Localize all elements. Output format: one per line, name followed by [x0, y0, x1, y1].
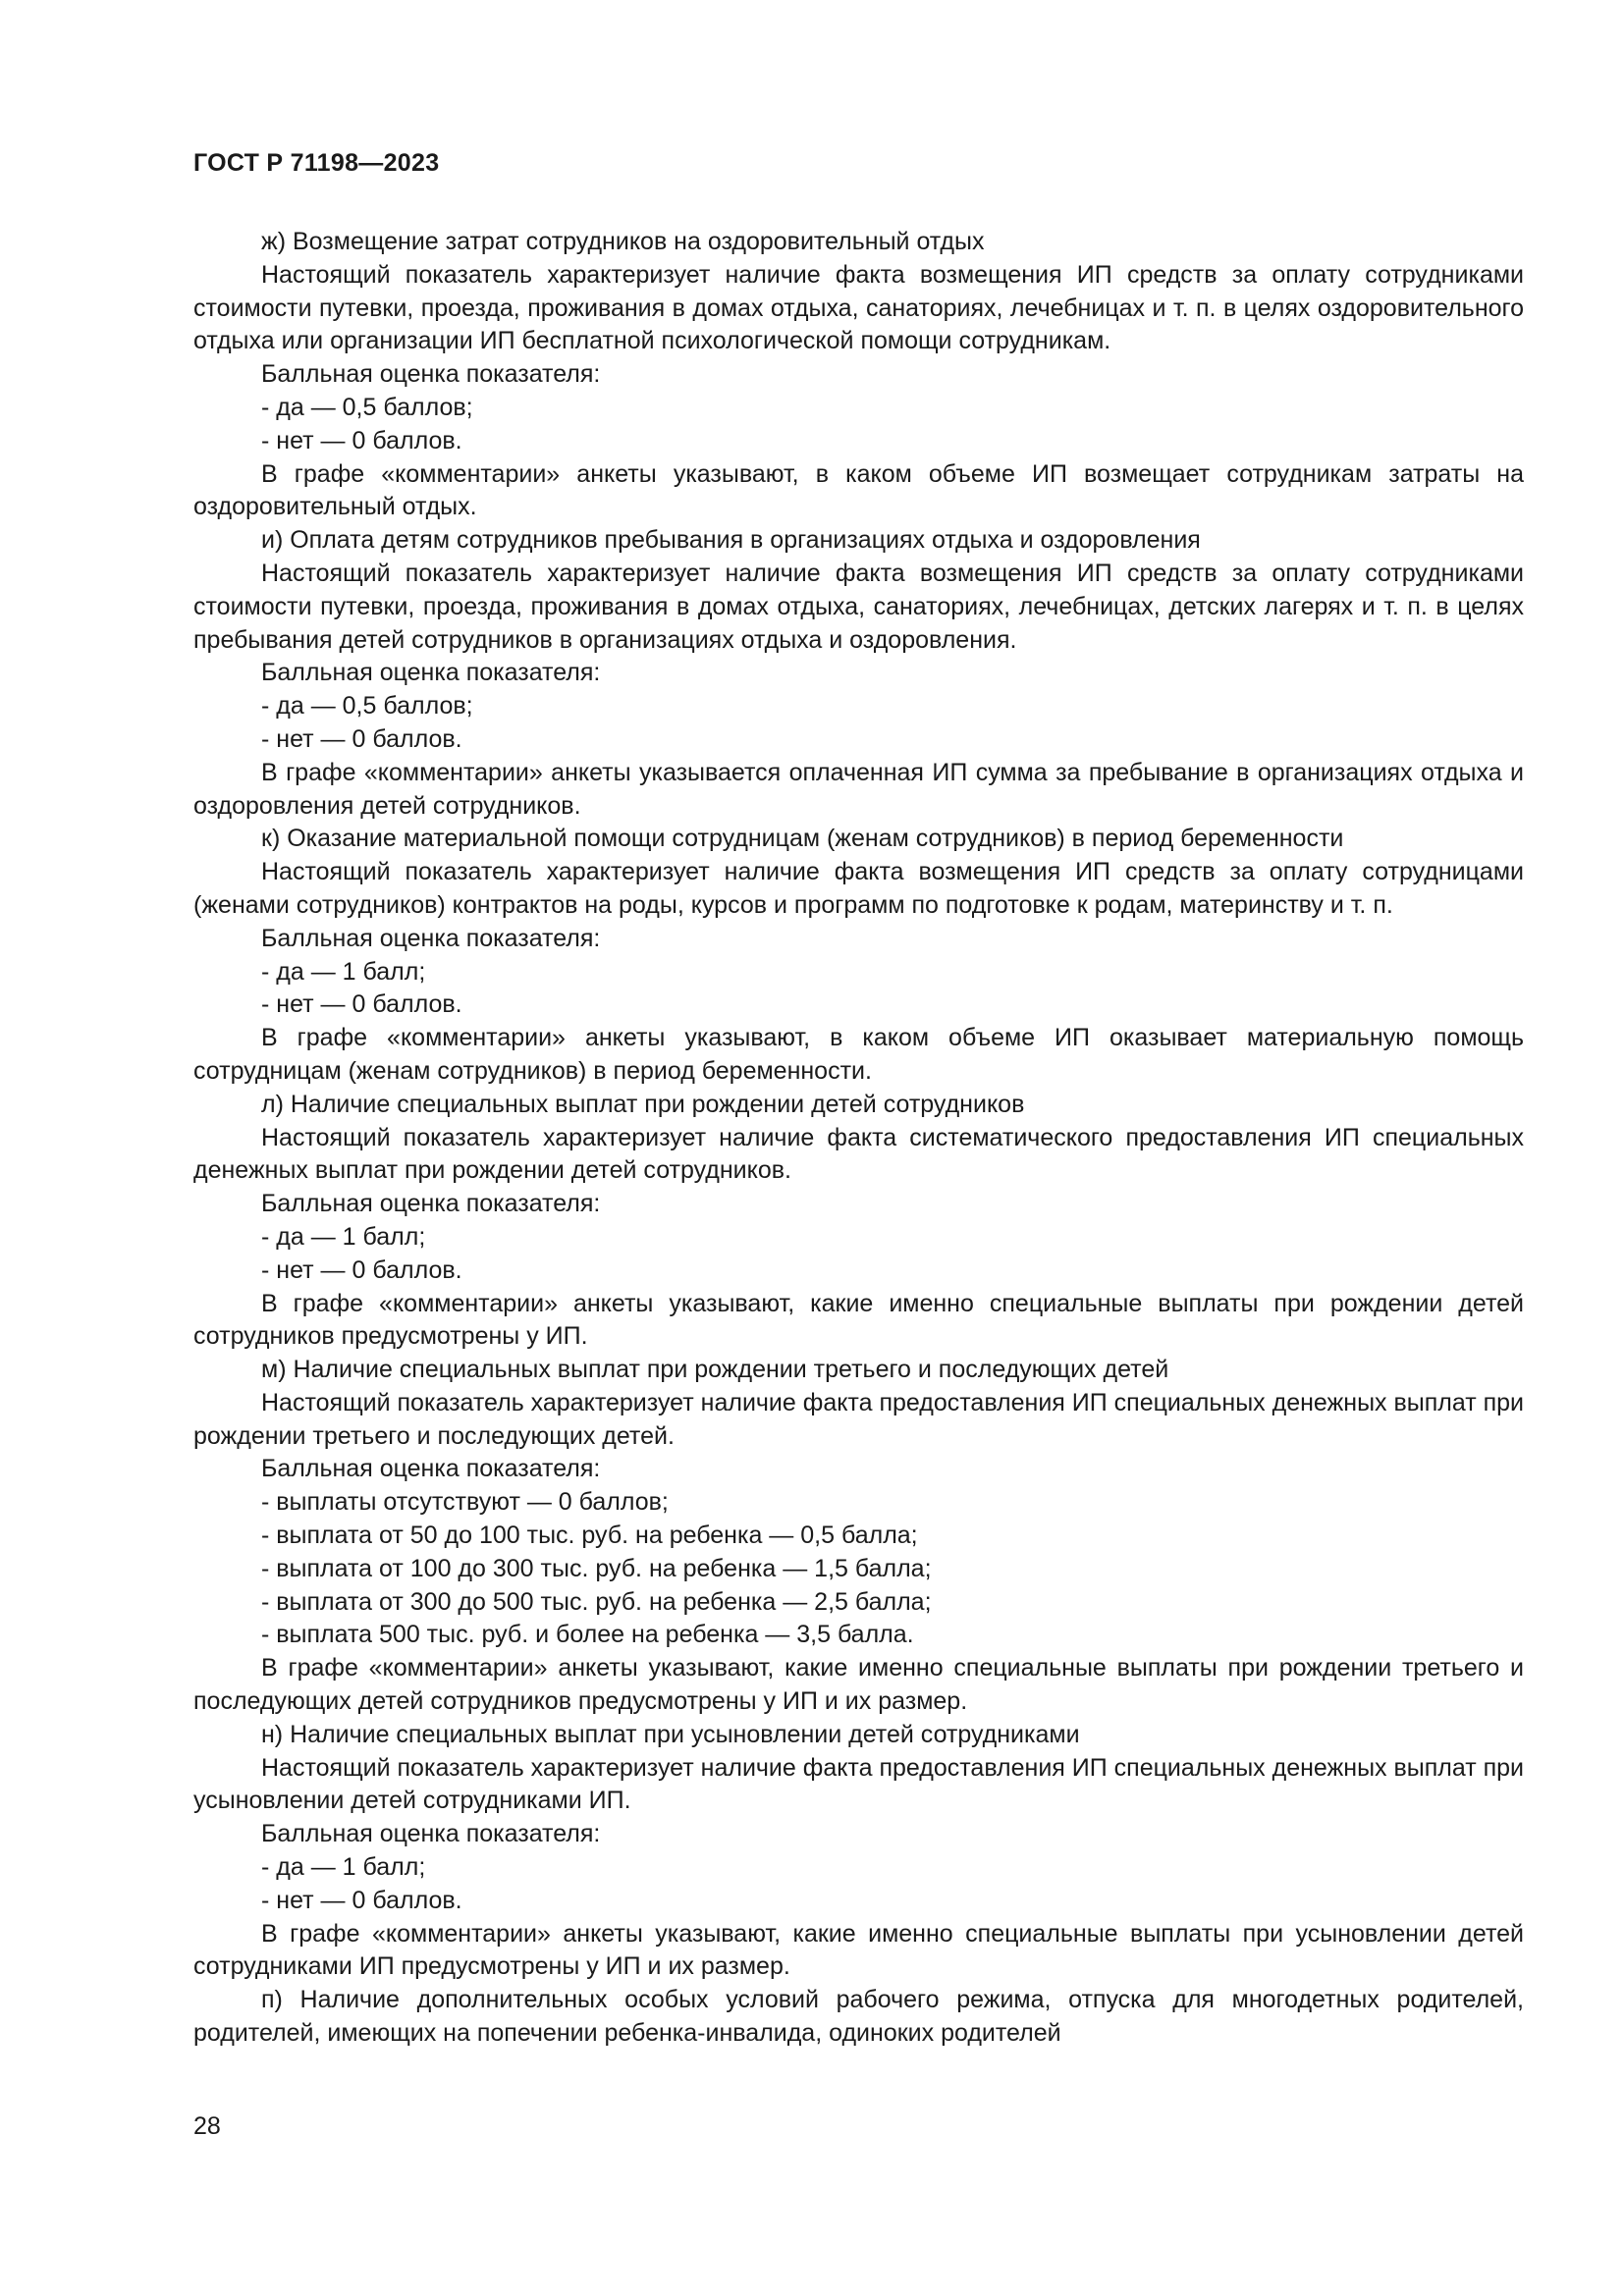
text-line: Балльная оценка показателя: [261, 924, 601, 952]
list-item: - да — 0,5 баллов; [261, 393, 473, 421]
list-item: - да — 1 балл; [261, 1222, 426, 1251]
paragraph: В графе «комментарии» анкеты указывают, в каком объеме ИП возмещает сотрудникам затраты на оздоровительный отдых. [193, 459, 1524, 521]
list-item: - выплата от 300 до 500 тыс. руб. на ребенка — 2,5 балла; [261, 1587, 932, 1616]
paragraph: В графе «комментарии» анкеты указывают, какие именно специальные выплаты при усыновлении детей сотрудниками ИП предусмотрены у ИП и их размер. [193, 1919, 1524, 1981]
list-item: - нет — 0 баллов. [261, 990, 462, 1019]
paragraph: В графе «комментарии» анкеты указывают, какие именно специальные выплаты при рождении детей сотрудников предусмотрены у ИП. [193, 1289, 1524, 1351]
paragraph: Настоящий показатель характеризует наличие факта предоставления ИП специальных денежных выплат при усыновлении детей сотрудниками ИП. [193, 1753, 1525, 1815]
document-body [193, 226, 1524, 2051]
text-line: Балльная оценка показателя: [261, 659, 601, 687]
list-item: - выплата от 100 до 300 тыс. руб. на ребенка — 1,5 балла; [261, 1554, 932, 1582]
paragraph: В графе «комментарии» анкеты указывают, какие именно специальные выплаты при рождении третьего и последующих детей сотрудников предусмотрены у ИП и их размер. [193, 1654, 1524, 1716]
list-item: - да — 1 балл; [261, 1853, 426, 1882]
document-code-header: ГОСТ Р 71198—2023 [193, 149, 440, 177]
text-line: Балльная оценка показателя: [261, 1190, 601, 1218]
section-heading: м) Наличие специальных выплат при рождении третьего и последующих детей [261, 1356, 1169, 1384]
section-heading: н) Наличие специальных выплат при усыновлении детей сотрудниками [261, 1720, 1080, 1748]
section-heading: ж) Возмещение затрат сотрудников на оздоровительный отдых [261, 228, 985, 255]
text-line: Балльная оценка показателя: [261, 360, 601, 389]
list-item: - да — 0,5 баллов; [261, 692, 473, 721]
section-heading: к) Оказание материальной помощи сотрудницам (женам сотрудников) в период беременности [261, 825, 1344, 853]
list-item: - нет — 0 баллов. [261, 1255, 462, 1284]
section-heading: и) Оплата детям сотрудников пребывания в организациях отдыха и оздоровления [261, 526, 1201, 555]
list-item: - нет — 0 баллов. [261, 1886, 462, 1914]
text-line: Балльная оценка показателя: [261, 1820, 601, 1848]
list-item: - да — 1 балл; [261, 957, 426, 986]
paragraph: Настоящий показатель характеризует наличие факта возмещения ИП средств за оплату сотрудницами (женами сотрудников) контрактов на роды, курсов и программ по подготовке к родам, материнству и т. п. [193, 858, 1524, 919]
paragraph: Настоящий показатель характеризует наличие факта предоставления ИП специальных денежных выплат при рождении третьего и последующих детей. [193, 1388, 1525, 1450]
list-item: - выплата от 50 до 100 тыс. руб. на ребенка — 0,5 балла; [261, 1522, 918, 1550]
paragraph: Настоящий показатель характеризует наличие факта систематического предоставления ИП специальных денежных выплат при рождении детей сотрудников. [193, 1123, 1524, 1185]
list-item: - выплата 500 тыс. руб. и более на ребенка — 3,5 балла. [261, 1621, 914, 1649]
paragraph: В графе «комментарии» анкеты указывается оплаченная ИП сумма за пребывание в организациях отдыха и оздоровления детей сотрудников. [193, 758, 1524, 820]
list-item: - нет — 0 баллов. [261, 724, 462, 753]
list-item: - выплаты отсутствуют — 0 баллов; [261, 1488, 669, 1517]
section-heading: л) Наличие специальных выплат при рождении детей сотрудников [261, 1090, 1025, 1118]
paragraph: Настоящий показатель характеризует наличие факта возмещения ИП средств за оплату сотрудниками стоимости путевки, проезда, проживания в домах отдыха, санаториях, лечебницах, детских лагерях и т. п. в целях пребывания детей сотрудников в организациях отдыха и оздоровления. [193, 559, 1524, 654]
page-number: 28 [193, 2112, 221, 2140]
text-line: Балльная оценка показателя: [261, 1455, 601, 1483]
list-item: - нет — 0 баллов. [261, 426, 462, 454]
paragraph: п) Наличие дополнительных особых условий рабочего режима, отпуска для многодетных родителей, родителей, имеющих на попечении ребенка-инвалида, одиноких родителей [193, 1986, 1524, 2048]
paragraph: В графе «комментарии» анкеты указывают, в каком объеме ИП оказывает материальную помощь сотрудницам (женам сотрудников) в период беременности. [193, 1024, 1524, 1085]
paragraph: Настоящий показатель характеризует наличие факта возмещения ИП средств за оплату сотрудниками стоимости путевки, проезда, проживания в домах отдыха, санаториях, лечебницах и т. п. в целях оздоровительного отдыха или организации ИП бесплатной психологической помощи сотрудникам. [193, 260, 1524, 355]
